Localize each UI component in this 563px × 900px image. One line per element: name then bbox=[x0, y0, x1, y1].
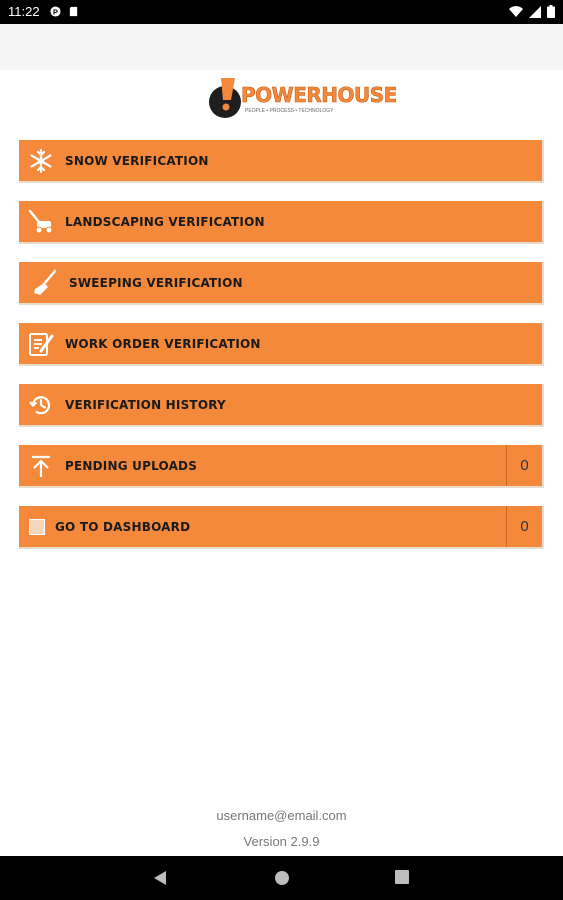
snow-verification-label: SNOW VERIFICATION bbox=[65, 153, 209, 168]
dashboard-icon bbox=[29, 519, 45, 535]
svg-text:P: P bbox=[53, 7, 58, 17]
sweeping-verification-button[interactable] bbox=[19, 262, 544, 305]
verification-history-button[interactable] bbox=[19, 384, 544, 427]
home-icon[interactable] bbox=[274, 870, 290, 886]
back-icon[interactable] bbox=[153, 870, 167, 886]
status-icons bbox=[509, 5, 555, 18]
status-bar bbox=[0, 0, 563, 24]
landscaping-verification-button[interactable] bbox=[19, 201, 544, 244]
upload-icon bbox=[27, 452, 55, 480]
svg-text:POWERHOUSE: POWERHOUSE bbox=[241, 83, 397, 107]
broom-icon bbox=[31, 269, 59, 297]
work-order-verification-label: WORK ORDER VERIFICATION bbox=[65, 336, 261, 351]
user-email: username@email.com bbox=[216, 808, 347, 823]
dashboard-count: 0 bbox=[506, 506, 542, 547]
snowflake-icon bbox=[27, 147, 55, 175]
notification-app-icon bbox=[50, 6, 61, 17]
sd-card-icon bbox=[68, 6, 79, 17]
svg-text:PEOPLE • PROCESS • TECHNOLOGY: PEOPLE • PROCESS • TECHNOLOGY bbox=[245, 108, 334, 114]
battery-icon bbox=[547, 5, 555, 18]
go-to-dashboard-button[interactable] bbox=[19, 506, 544, 549]
sweeping-verification-label: SWEEPING VERIFICATION bbox=[69, 275, 243, 290]
clipboard-edit-icon bbox=[27, 330, 55, 358]
status-time: 11:22 bbox=[8, 4, 40, 19]
app-bar bbox=[0, 24, 563, 70]
work-order-verification-button[interactable] bbox=[19, 323, 544, 366]
history-icon bbox=[27, 391, 55, 419]
powerhouse-logo bbox=[205, 74, 397, 122]
pending-uploads-label: PENDING UPLOADS bbox=[65, 458, 198, 473]
app-version: Version 2.9.9 bbox=[243, 834, 320, 849]
snow-verification-button[interactable] bbox=[19, 140, 544, 183]
recents-icon[interactable] bbox=[395, 870, 409, 884]
verification-menu bbox=[19, 140, 544, 567]
wifi-icon bbox=[509, 6, 523, 18]
landscaping-verification-label: LANDSCAPING VERIFICATION bbox=[65, 214, 265, 229]
pending-uploads-count: 0 bbox=[506, 445, 542, 486]
signal-icon bbox=[529, 6, 541, 18]
navigation-bar bbox=[0, 856, 563, 900]
pending-uploads-button[interactable] bbox=[19, 445, 544, 488]
go-to-dashboard-label: GO TO DASHBOARD bbox=[55, 519, 191, 534]
verification-history-label: VERIFICATION HISTORY bbox=[65, 397, 226, 412]
lawnmower-icon bbox=[27, 208, 55, 236]
